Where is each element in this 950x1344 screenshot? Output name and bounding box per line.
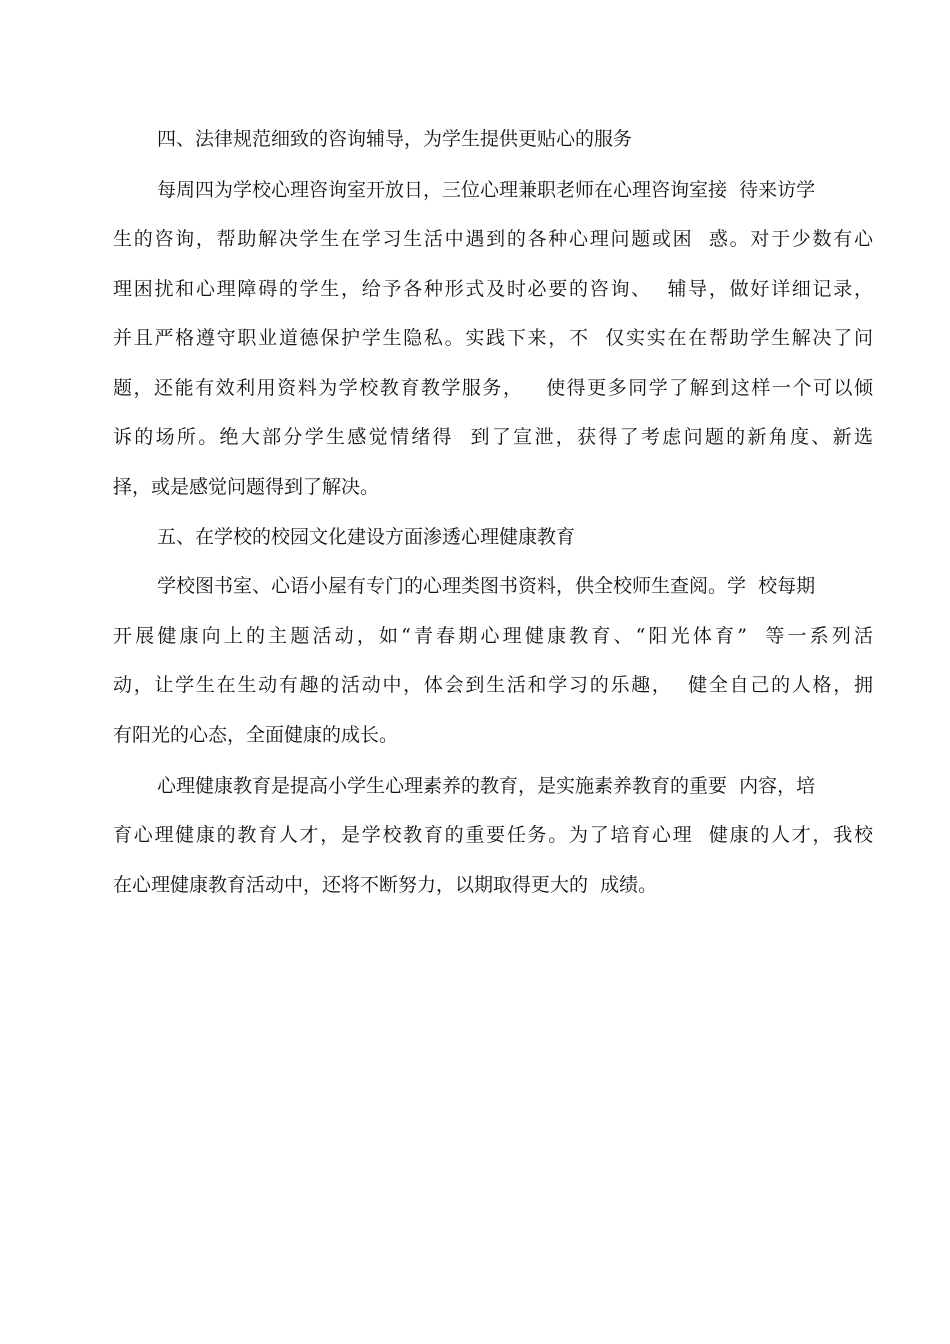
paragraph-line: 学校图书室、心语小屋有专门的心理类图书资料，供全校师生查阅。学 校每期 bbox=[157, 575, 816, 597]
paragraph-line: 心理健康教育是提高小学生心理素养的教育，是实施素养教育的重要 内容，培 bbox=[157, 775, 816, 797]
paragraph-line: 动，让学生在生动有趣的活动中，体会到生活和学习的乐趣， 健全自己的人格，拥 bbox=[113, 674, 873, 696]
paragraph-line: 诉的场所。绝大部分学生感觉情绪得 到了宣泄，获得了考虑问题的新角度、新选 bbox=[113, 426, 873, 448]
paragraph-line: 生的咨询，帮助解决学生在学习生活中遇到的各种心理问题或困 惑。对于少数有心 bbox=[113, 228, 873, 250]
paragraph-line: 在心理健康教育活动中，还将不断努力，以期取得更大的 成绩。 bbox=[113, 874, 658, 896]
paragraph-line: 开展健康向上的主题活动，如“青春期心理健康教育、“阳光体育” 等一系列活 bbox=[113, 625, 873, 647]
paragraph-line: 择，或是感觉问题得到了解决。 bbox=[113, 476, 380, 498]
paragraph-line: 育心理健康的教育人才，是学校教育的重要任务。为了培育心理 健康的人才，我校 bbox=[113, 824, 873, 846]
paragraph-line: 并且严格遵守职业道德保护学生隐私。实践下来，不 仅实实在在帮助学生解决了问 bbox=[113, 327, 873, 349]
section-heading-4: 四、法律规范细致的咨询辅导，为学生提供更贴心的服务 bbox=[157, 128, 633, 150]
paragraph-line: 有阳光的心态，全面健康的成长。 bbox=[113, 724, 399, 746]
paragraph-line: 每周四为学校心理咨询室开放日，三位心理兼职老师在心理咨询室接 待来访学 bbox=[157, 179, 816, 201]
paragraph-line: 理困扰和心理障碍的学生，给予各种形式及时必要的咨询、 辅导，做好详细记录， bbox=[113, 278, 873, 300]
section-heading-5: 五、在学校的校园文化建设方面渗透心理健康教育 bbox=[157, 526, 576, 548]
paragraph-line: 题，还能有效利用资料为学校教育教学服务， 使得更多同学了解到这样一个可以倾 bbox=[113, 377, 873, 399]
